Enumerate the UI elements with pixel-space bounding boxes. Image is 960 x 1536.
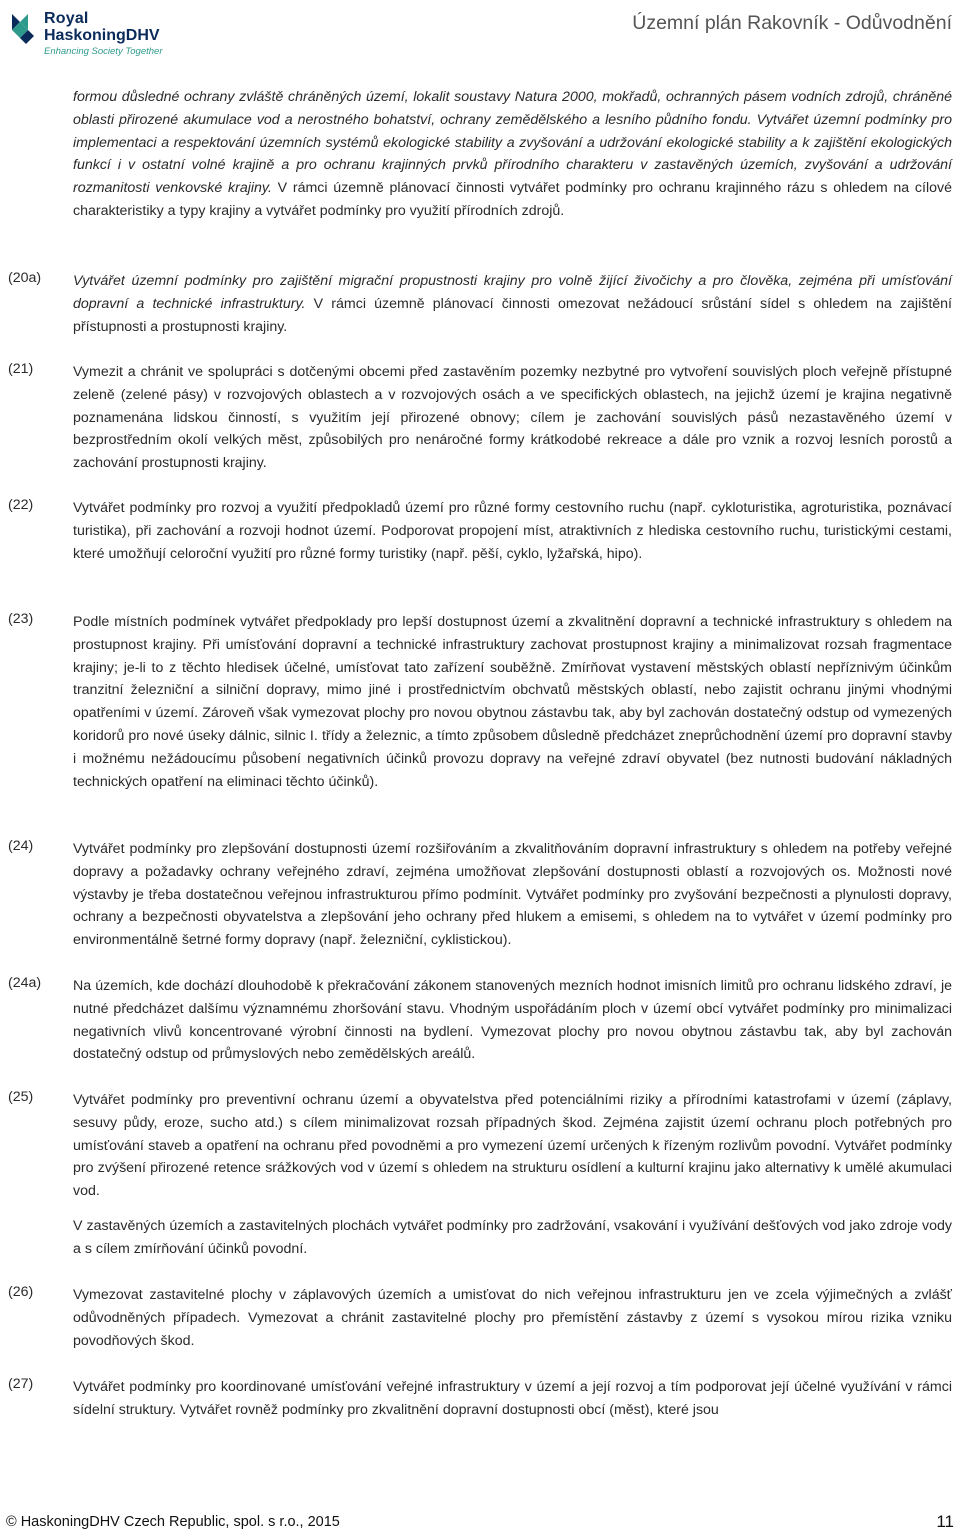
paragraph-25-continued: V zastavěných územích a zastavitelných plochách vytvářet podmínky pro zadržování, vsakování i využívání dešťových vod jako zdroje vody a s cílem zmírňování účinků povodní. bbox=[73, 1218, 952, 1257]
paragraph-label-25: (25) bbox=[8, 1089, 34, 1105]
logo-mark-icon bbox=[6, 8, 42, 48]
paragraph-26: Vymezovat zastavitelné plochy v záplavových územích a umisťovat do nich veřejnou infrastrukturu jen ve zcela výjimečných a zvlášť odůvodněných případech. Vymezovat a chránit zastavitelné plochy pro přemístění zástavby z území s vysokou mírou rizika vzniku povodňových škod. bbox=[73, 1287, 952, 1349]
page-number: 11 bbox=[936, 1512, 954, 1531]
paragraph-label-23: (23) bbox=[8, 611, 34, 627]
paragraph-19-text: V rámci územně plánovací činnosti vytvářet podmínky pro ochranu krajinného rázu s ohledem na cílové charakteristiky a typy krajiny a vytvářet podmínky pro využití přírodních zdrojů. bbox=[73, 180, 952, 219]
paragraph-label-24a: (24a) bbox=[8, 975, 42, 991]
paragraph-20a-text: V rámci územně plánovací činnosti omezovat nežádoucí srůstání sídel s ohledem na zajištění přístupnosti a prostupnosti krajiny. bbox=[73, 295, 952, 335]
footer-copyright: © HaskoningDHV Czech Republic, spol. s r.o., 2015 bbox=[6, 1514, 340, 1530]
paragraph-22: Vytvářet podmínky pro rozvoj a využití předpokladů území pro různé formy cestovního ruchu (např. cykloturistika, agroturistika, poznávací turistika), při zachování a rozvoji hodnot území. Podporovat propojení míst, atraktivních z hlediska cestovního ruchu, turistickými cestami, které umožňují celoroční využití pro různé formy turistiky (např. pěší, cyklo, lyžařská, hipo). bbox=[73, 500, 952, 562]
paragraph-20a bbox=[73, 270, 952, 338]
paragraph-24: Vytvářet podmínky pro zlepšování dostupnosti území rozšiřováním a zkvalitňováním dopravní infrastruktury s ohledem na potřeby veřejné dopravy a požadavky ochrany veřejného zdraví, zejména umožňovat zlepšování dostupnosti oblastí a rozvojových os. Možnosti nové výstavby je třeba dostatečnou veřejnou infrastrukturou přímo podmínit. Vytvářet podmínky pro zvyšování bezpečnosti a plynulosti dopravy, ochrany a bezpečnosti obyvatelstva a zlepšování jeho ochrany před hlukem a emisemi, s ohledem na to vytvářet v území podmínky pro environmentálně šetrné formy dopravy (např. železniční, cyklistickou). bbox=[73, 841, 952, 949]
paragraph-24a: Na územích, kde dochází dlouhodobě k překračování zákonem stanovených mezních hodnot imisních limitů pro ochranu lidského zdraví, je nutné předcházet dalšímu významnému zhoršování stavu. Vhodným uspořádáním ploch v území obcí vytvářet podmínky pro minimalizaci negativních vlivů koncentrované výrobní činnosti na bydlení. Vymezovat plochy pro novou obytnou zástavbu tak, aby byl zachován dostatečný odstup od průmyslových nebo zemědělských areálů. bbox=[73, 978, 952, 1063]
paragraph-19-continuation bbox=[73, 86, 952, 223]
company-logo bbox=[6, 8, 163, 66]
paragraph-21: Vymezit a chránit ve spolupráci s dotčenými obcemi před zastavěním pozemky nezbytné pro vytvoření souvislých ploch veřejně přístupné zeleně (zelené pásy) v rozvojových oblastech a v rozvojových osách a ve specifických oblastech, na jejichž území je krajina negativně poznamenána lidskou činností, s využitím její přirozené obnovy; cílem je zachování souvislých pásů nezastavěného území v bezprostředním okolí velkých měst, způsobilých pro nenáročné formy krátkodobé rekreace a dále pro vznik a rozvoj lesních porostů a zachování prostupnosti krajiny. bbox=[73, 364, 952, 472]
paragraph-25: Vytvářet podmínky pro preventivní ochranu území a obyvatelstva před potenciálními riziky a přírodními katastrofami v území (záplavy, sesuvy půdy, eroze, sucho atd.) s cílem minimalizovat rozsah případných škod. Zejména zajistit území ochranu ploch potřebných pro umísťování staveb a opatření na ochranu před povodněmi a pro vymezení území určených k řízeným rozlivům povodní. Vytvářet podmínky pro zvýšení přirozené retence srážkových vod v území s ohledem na strukturu osídlení a kulturní krajinu jako alternativy k umělé akumulaci vod. bbox=[73, 1092, 952, 1200]
paragraph-label-21: (21) bbox=[8, 361, 34, 377]
paragraph-19-italic: formou důsledné ochrany zvláště chráněných území, lokalit soustavy Natura 2000, mokřadů, ochranných pásem vodních zdrojů, chráněné oblasti přirozené akumulace vod a nerostného bohatství, ochrany zemědělského a lesního půdního fondu. Vytvářet územní podmínky pro implementaci a respektování územních systémů ekologické stability a zvyšování a udržování ekologické stability a k zajištění ekologických funkcí i v ostatní volné krajině a pro ochranu krajinných prvků přírodního charakteru v zastavěných územích, zvyšování a udržování rozmanitosti venkovské krajiny. bbox=[73, 89, 952, 197]
paragraph-label-27: (27) bbox=[8, 1376, 34, 1392]
paragraph-label-24: (24) bbox=[8, 838, 34, 854]
paragraph-label-26: (26) bbox=[8, 1284, 34, 1300]
paragraph-23: Podle místních podmínek vytvářet předpoklady pro lepší dostupnost území a zkvalitnění dopravní a technické infrastruktury s ohledem na prostupnost krajiny. Při umísťování dopravní a technické infrastruktury zachovat prostupnost krajiny a minimalizovat rozsah fragmentace krajiny; je-li to z těchto hledisek účelné, umísťovat tato zařízení souběžně. Zmírňovat vystavení městských oblastí nepříznivým účinkům tranzitní železniční a silniční dopravy, mimo jiné i prostřednictvím obchvatů městských oblastí, nebo zajistit ochranu jinými vhodnými opatřeními v území. Zároveň však vymezovat plochy pro novou obytnou zástavbu tak, aby byl zachován dostatečný odstup od vymezených koridorů pro nové úseky dálnic, silnic I. třídy a železnic, a tímto způsobem důsledně předcházet zneprůchodnění území pro dopravní stavby i možnému nežádoucímu působení negativních účinků provozu dopravy na veřejné zdraví obyvatel (bez nutnosti budování nákladných technických opatření na eliminaci těchto účinků). bbox=[73, 614, 952, 790]
page-header bbox=[0, 0, 960, 70]
document-title: Územní plán Rakovník - Odůvodnění bbox=[632, 12, 952, 34]
paragraph-label-22: (22) bbox=[8, 497, 34, 513]
paragraph-label-20a: (20a) bbox=[8, 270, 42, 286]
logo-line-1: Royal bbox=[44, 10, 89, 27]
logo-tagline: Enhancing Society Together bbox=[44, 46, 163, 57]
paragraph-20a-italic: Vytvářet územní podmínky pro zajištění migrační propustnosti krajiny pro volně žijící živočichy a pro člověka, zejména při umísťování dopravní a technické infrastruktury. bbox=[73, 273, 952, 312]
paragraph-27: Vytvářet podmínky pro koordinované umísťování veřejné infrastruktury v území a její rozvoj a tím podporovat její účelné využívání v rámci sídelní struktury. Vytvářet rovněž podmínky pro zkvalitnění dopravní dostupnosti obcí (měst), které jsou bbox=[73, 1379, 952, 1418]
logo-line-2: HaskoningDHV bbox=[44, 27, 160, 44]
